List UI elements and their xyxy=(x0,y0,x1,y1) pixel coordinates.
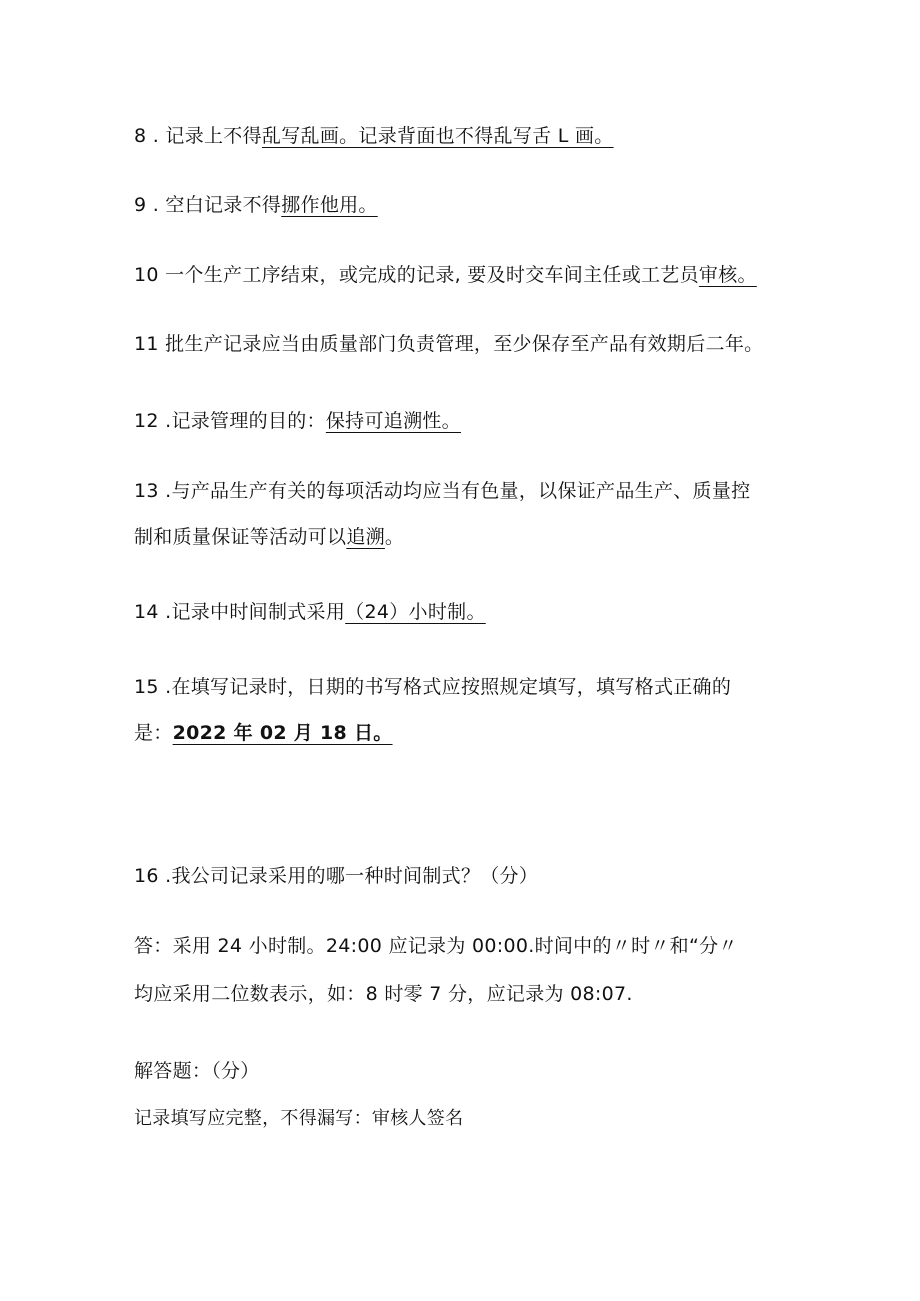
underlined-answer: 保持可追溯性。 xyxy=(325,410,461,432)
underlined-answer: 乱写乱画。记录背面也不得乱写舌 L 画。 xyxy=(261,125,614,147)
final-line xyxy=(134,1105,463,1133)
item-10 xyxy=(134,261,757,289)
underlined-answer: 追溯 xyxy=(346,526,385,548)
item-text: .在填写记录时，日期的书写格式应按照规定填写，填写格式正确的 xyxy=(158,676,732,698)
item-8 xyxy=(134,122,614,150)
answer-16-line-2 xyxy=(134,980,633,1008)
item-lead-text: 是： xyxy=(134,722,173,744)
underlined-answer: 2022 年 02 月 18 日。 xyxy=(172,722,393,744)
item-11 xyxy=(134,330,763,358)
item-16 xyxy=(134,862,538,890)
item-number: 10 xyxy=(134,264,159,286)
item-number: 11 xyxy=(134,333,159,355)
final-line-text: 记录填写应完整，不得漏写：审核人签名 xyxy=(134,1108,464,1129)
item-lead-text: .记录中时间制式采用 xyxy=(158,601,346,623)
item-number: 16 xyxy=(134,865,159,887)
item-number: 8 xyxy=(134,125,147,147)
item-13-line-1 xyxy=(134,477,750,505)
item-number: 15 xyxy=(134,676,159,698)
underlined-answer: （24）小时制。 xyxy=(345,601,486,623)
item-9 xyxy=(134,191,378,219)
item-15-line-2 xyxy=(134,719,393,747)
item-tail-text: 。 xyxy=(384,526,405,548)
item-text: .与产品生产有关的每项活动均应当有色量，以保证产品生产、质量控 xyxy=(158,480,751,502)
underlined-answer: 审核。 xyxy=(698,264,757,286)
item-14 xyxy=(134,598,486,626)
section-title-text: 解答题：（分） xyxy=(134,1060,260,1082)
underlined-answer: 挪作他用。 xyxy=(281,194,378,216)
section-title xyxy=(134,1057,260,1085)
item-text: 批生产记录应当由质量部门负责管理，至少保存至产品有效期后二年。 xyxy=(158,333,764,355)
item-number: 14 xyxy=(134,601,159,623)
answer-text: 均应采用二位数表示，如：8 时零 7 分，应记录为 08:07. xyxy=(134,983,633,1005)
item-lead-text: .记录管理的目的： xyxy=(158,410,326,432)
item-lead-text: . 空白记录不得 xyxy=(146,194,282,216)
item-lead-text: 一个生产工序结束，或完成的记录, 要及时交车间主任或工艺员 xyxy=(158,264,699,286)
item-12 xyxy=(134,407,461,435)
item-15-line-1 xyxy=(134,673,731,701)
answer-16-line-1 xyxy=(134,932,738,960)
item-lead-text: 制和质量保证等活动可以 xyxy=(134,526,347,548)
item-13-line-2 xyxy=(134,523,404,551)
item-number: 12 xyxy=(134,410,159,432)
item-number: 13 xyxy=(134,480,159,502)
item-lead-text: . 记录上不得 xyxy=(146,125,262,147)
item-number: 9 xyxy=(134,194,147,216)
answer-text: 答：采用 24 小时制。24:00 应记录为 00:00.时间中的〃时〃和“分〃 xyxy=(134,935,738,957)
item-text: .我公司记录采用的哪一种时间制式？（分） xyxy=(158,865,539,887)
